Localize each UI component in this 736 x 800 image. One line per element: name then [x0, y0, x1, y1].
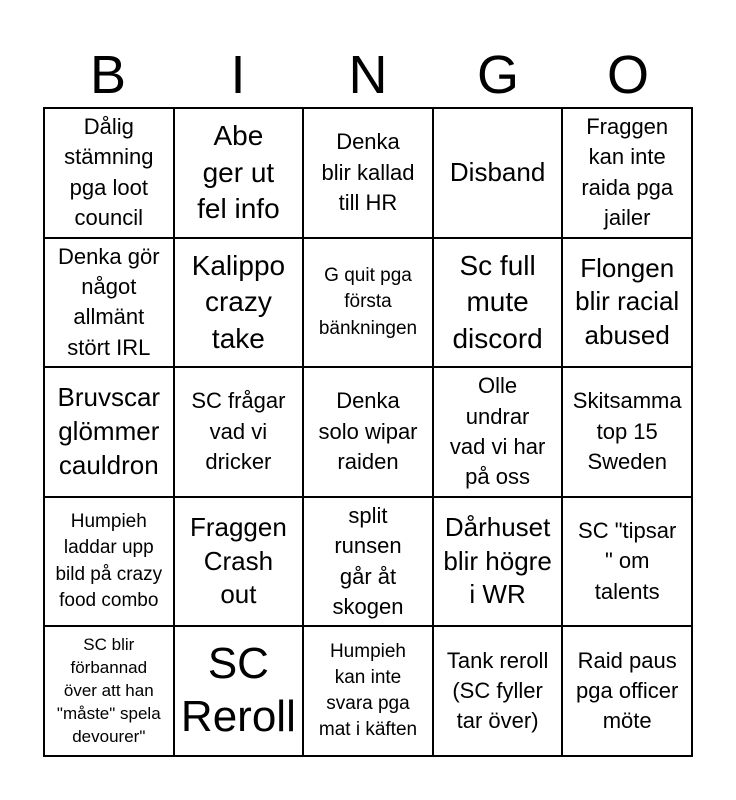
bingo-cell[interactable]: Dålig stämning pga loot council: [44, 108, 174, 238]
bingo-cell[interactable]: SC frågar vad vi dricker: [174, 367, 304, 497]
bingo-cell[interactable]: Raid paus pga officer möte: [562, 626, 692, 756]
bingo-cell[interactable]: split runsen går åt skogen: [303, 497, 433, 627]
bingo-cell[interactable]: SC "tipsar " om talents: [562, 497, 692, 627]
header-letter-i: I: [230, 45, 246, 105]
bingo-cell[interactable]: Humpieh kan inte svara pga mat i käften: [303, 626, 433, 756]
bingo-cell[interactable]: Kalippo crazy take: [174, 238, 304, 368]
header-letter-g: G: [476, 45, 519, 105]
bingo-header: [43, 44, 693, 106]
bingo-cell[interactable]: Disband: [433, 108, 563, 238]
bingo-cell[interactable]: Denka solo wipar raiden: [303, 367, 433, 497]
bingo-cell[interactable]: Humpieh laddar upp bild på crazy food combo: [44, 497, 174, 627]
header-letter-o: O: [606, 45, 649, 105]
bingo-cell[interactable]: Denka blir kallad till HR: [303, 108, 433, 238]
bingo-cell[interactable]: Sc full mute discord: [433, 238, 563, 368]
bingo-cell[interactable]: Bruvscar glömmer cauldron: [44, 367, 174, 497]
bingo-cell[interactable]: SC Reroll: [174, 626, 304, 756]
bingo-grid: [43, 107, 693, 757]
header-letter-b: B: [89, 45, 127, 105]
bingo-cell[interactable]: Denka gör något allmänt stört IRL: [44, 238, 174, 368]
bingo-cell[interactable]: Tank reroll (SC fyller tar över): [433, 626, 563, 756]
bingo-cell[interactable]: Dårhuset blir högre i WR: [433, 497, 563, 627]
bingo-cell[interactable]: SC blir förbannad över att han "måste" spela devourer": [44, 626, 174, 756]
bingo-cell[interactable]: Fraggen Crash out: [174, 497, 304, 627]
header-letter-n: N: [348, 45, 388, 105]
bingo-cell[interactable]: G quit pga första bänkningen: [303, 238, 433, 368]
bingo-cell[interactable]: Skitsamma top 15 Sweden: [562, 367, 692, 497]
bingo-cell[interactable]: Abe ger ut fel info: [174, 108, 304, 238]
bingo-cell[interactable]: Flongen blir racial abused: [562, 238, 692, 368]
bingo-cell[interactable]: Fraggen kan inte raida pga jailer: [562, 108, 692, 238]
bingo-cell[interactable]: Olle undrar vad vi har på oss: [433, 367, 563, 497]
